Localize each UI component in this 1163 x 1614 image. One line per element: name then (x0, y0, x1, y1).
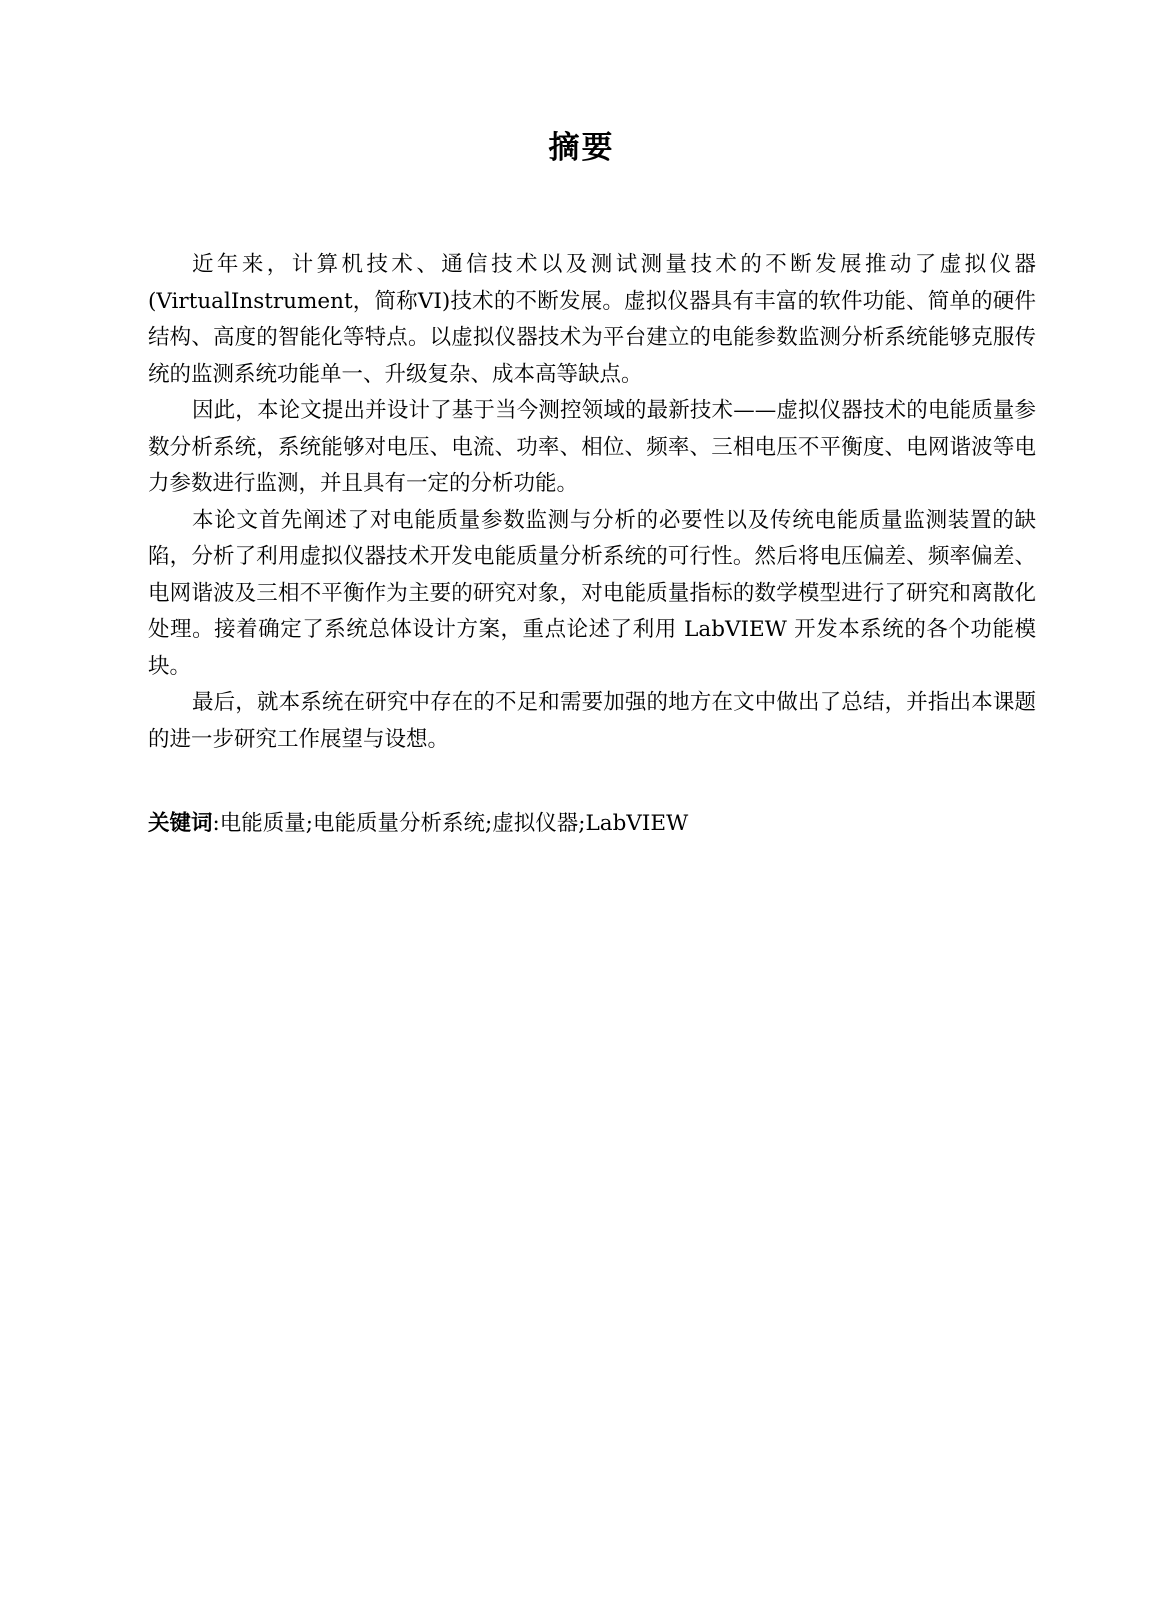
keywords-label: 关键词 (148, 811, 213, 836)
abstract-paragraph-1: 近年来，计算机技术、通信技术以及测试测量技术的不断发展推动了虚拟仪器(VirtualInstrument，简称VI)技术的不断发展。虚拟仪器具有丰富的软件功能、简单的硬件结构、高度的智能化等特点。以虚拟仪器技术为平台建立的电能参数监测分析系统能够克服传统的监测系统功能单一、升级复杂、成本高等缺点。 (148, 252, 1036, 387)
abstract-paragraph-2: 因此，本论文提出并设计了基于当今测控领域的最新技术——虚拟仪器技术的电能质量参数分析系统，系统能够对电压、电流、功率、相位、频率、三相电压不平衡度、电网谐波等电力参数进行监测，并且具有一定的分析功能。 (148, 398, 1036, 496)
keywords-separator: : (212, 811, 220, 836)
abstract-paragraph-3: 本论文首先阐述了对电能质量参数监测与分析的必要性以及传统电能质量监测装置的缺陷，分析了利用虚拟仪器技术开发电能质量分析系统的可行性。然后将电压偏差、频率偏差、电网谐波及三相不平衡作为主要的研究对象，对电能质量指标的数学模型进行了研究和离散化处理。接着确定了系统总体设计方案，重点论述了利用 LabVIEW 开发本系统的各个功能模块。 (148, 507, 1036, 679)
keywords-line (148, 806, 1036, 842)
keywords-value: 电能质量;电能质量分析系统;虚拟仪器;LabVIEW (219, 811, 689, 836)
abstract-paragraph-4: 最后，就本系统在研究中存在的不足和需要加强的地方在文中做出了总结，并指出本课题的进一步研究工作展望与设想。 (148, 690, 1036, 752)
abstract-body (148, 247, 1036, 758)
page-title: 摘要 (548, 130, 615, 166)
